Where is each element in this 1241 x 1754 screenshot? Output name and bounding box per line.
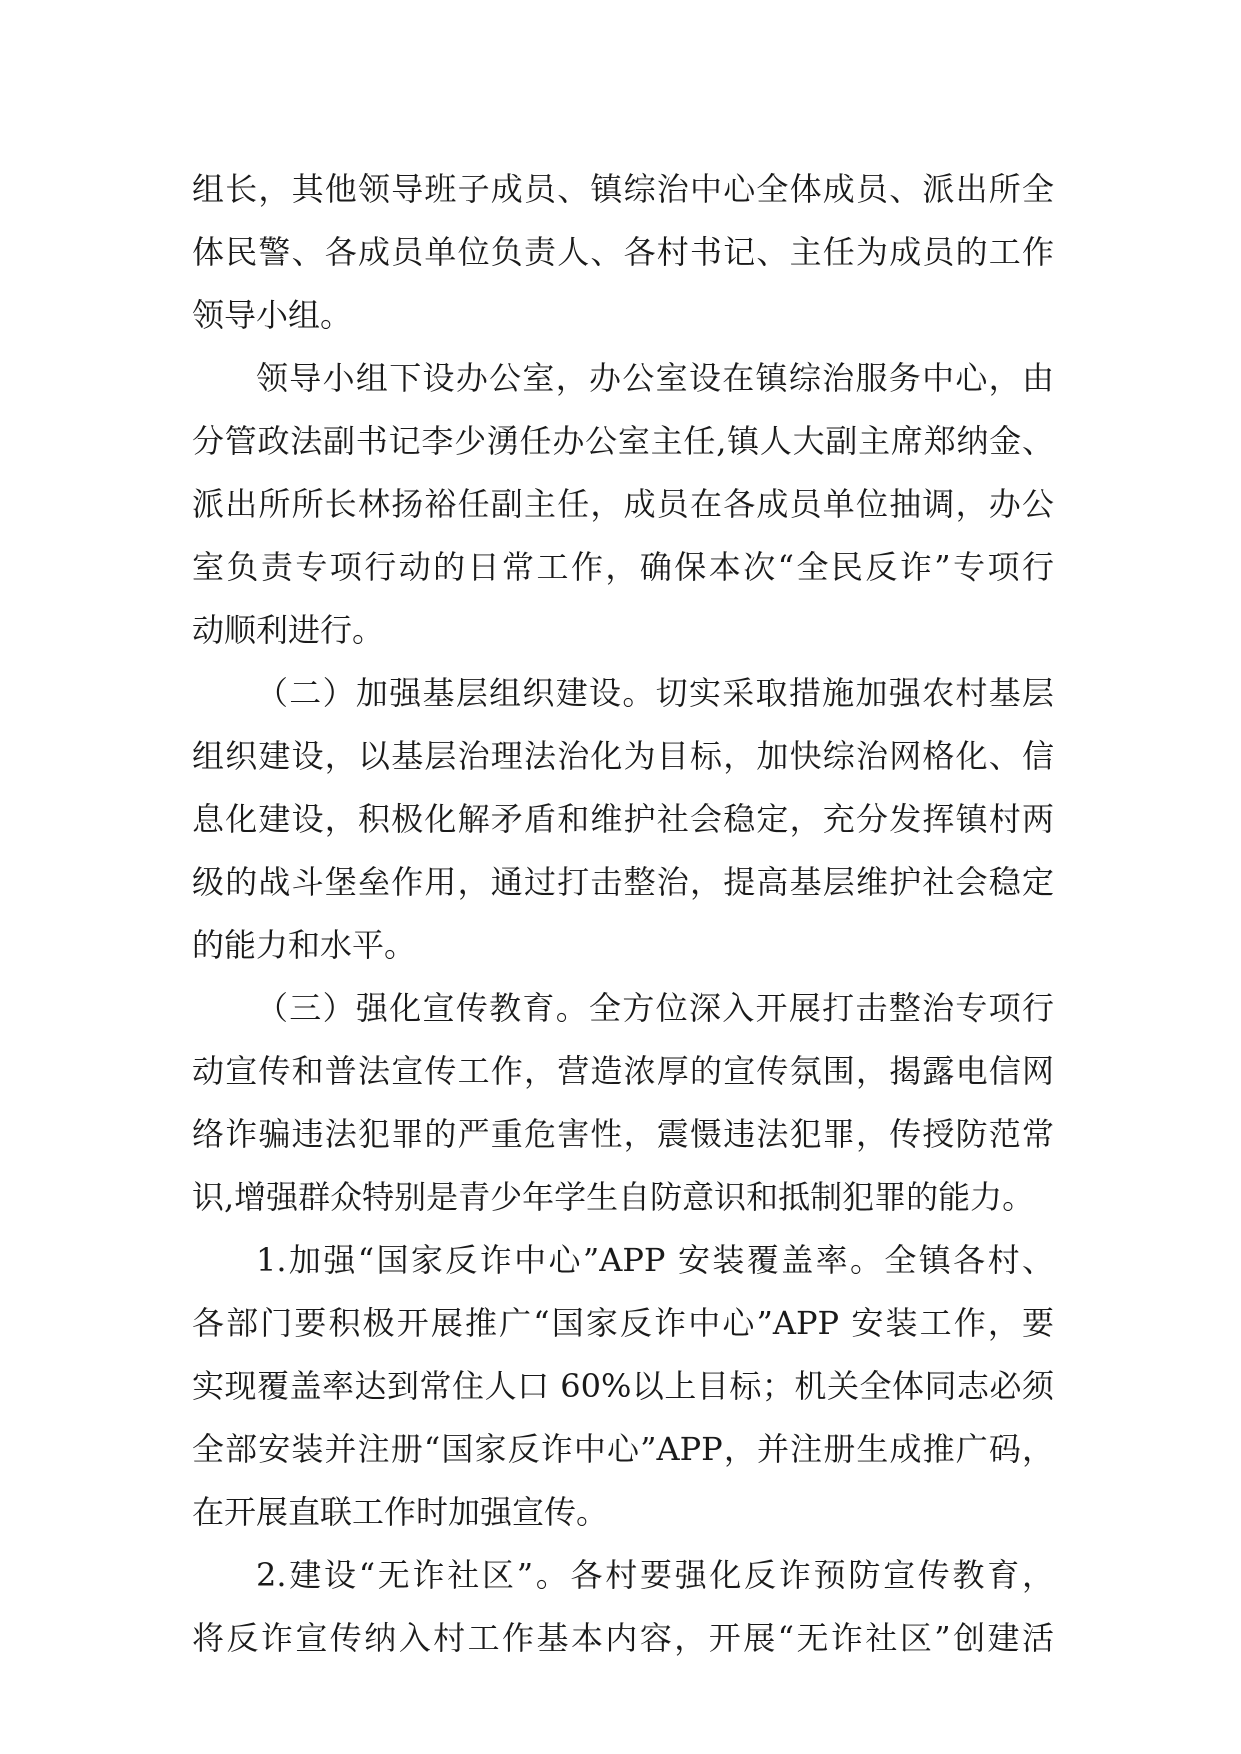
text-line: 2.建设“无诈社区”。各村要强化反诈预防宣传教育， [256,1556,1054,1594]
document-body [192,158,1054,1670]
text-line: 1.加强“国家反诈中心”APP 安装覆盖率。全镇各村、 [256,1241,1054,1279]
text-line: 动宣传和普法宣传工作，营造浓厚的宣传氛围，揭露电信网 [192,1052,1054,1090]
text-line: 组织建设，以基层治理法治化为目标，加快综治网格化、信 [192,737,1054,775]
text-line: 实现覆盖率达到常住人口 60%以上目标；机关全体同志必须 [192,1367,1054,1405]
text-line: 将反诈宣传纳入村工作基本内容，开展“无诈社区”创建活 [192,1619,1054,1657]
text-line: （三）强化宣传教育。全方位深入开展打击整治专项行 [256,989,1054,1027]
text-line: 体民警、各成员单位负责人、各村书记、主任为成员的工作 [192,233,1054,271]
text-line: 分管政法副书记李少湧任办公室主任,镇人大副主席郑纳金、 [192,422,1054,460]
text-line: 动顺利进行。 [192,611,385,649]
paragraph [192,977,1054,1229]
paragraph [192,1544,1054,1670]
text-line: 派出所所长林扬裕任副主任，成员在各成员单位抽调，办公 [192,485,1054,523]
text-line: 领导小组。 [192,296,353,334]
text-line: 息化建设，积极化解矛盾和维护社会稳定，充分发挥镇村两 [192,800,1054,838]
text-line: 组长，其他领导班子成员、镇综治中心全体成员、派出所全 [192,170,1054,208]
text-line: 领导小组下设办公室，办公室设在镇综治服务中心，由 [256,359,1054,397]
text-line: 全部安装并注册“国家反诈中心”APP，并注册生成推广码， [192,1430,1054,1468]
text-line: 识,增强群众特别是青少年学生自防意识和抵制犯罪的能力。 [192,1178,1035,1216]
text-line: （二）加强基层组织建设。切实采取措施加强农村基层 [256,674,1054,712]
paragraph [192,1229,1054,1544]
paragraph [192,662,1054,977]
text-line: 络诈骗违法犯罪的严重危害性，震慑违法犯罪，传授防范常 [192,1115,1054,1153]
paragraph [192,347,1054,662]
text-line: 在开展直联工作时加强宣传。 [192,1493,609,1531]
paragraph [192,158,1054,347]
text-line: 级的战斗堡垒作用，通过打击整治，提高基层维护社会稳定 [192,863,1054,901]
text-line: 的能力和水平。 [192,926,417,964]
text-line: 室负责专项行动的日常工作，确保本次“全民反诈”专项行 [192,548,1054,586]
text-line: 各部门要积极开展推广“国家反诈中心”APP 安装工作，要 [192,1304,1054,1342]
